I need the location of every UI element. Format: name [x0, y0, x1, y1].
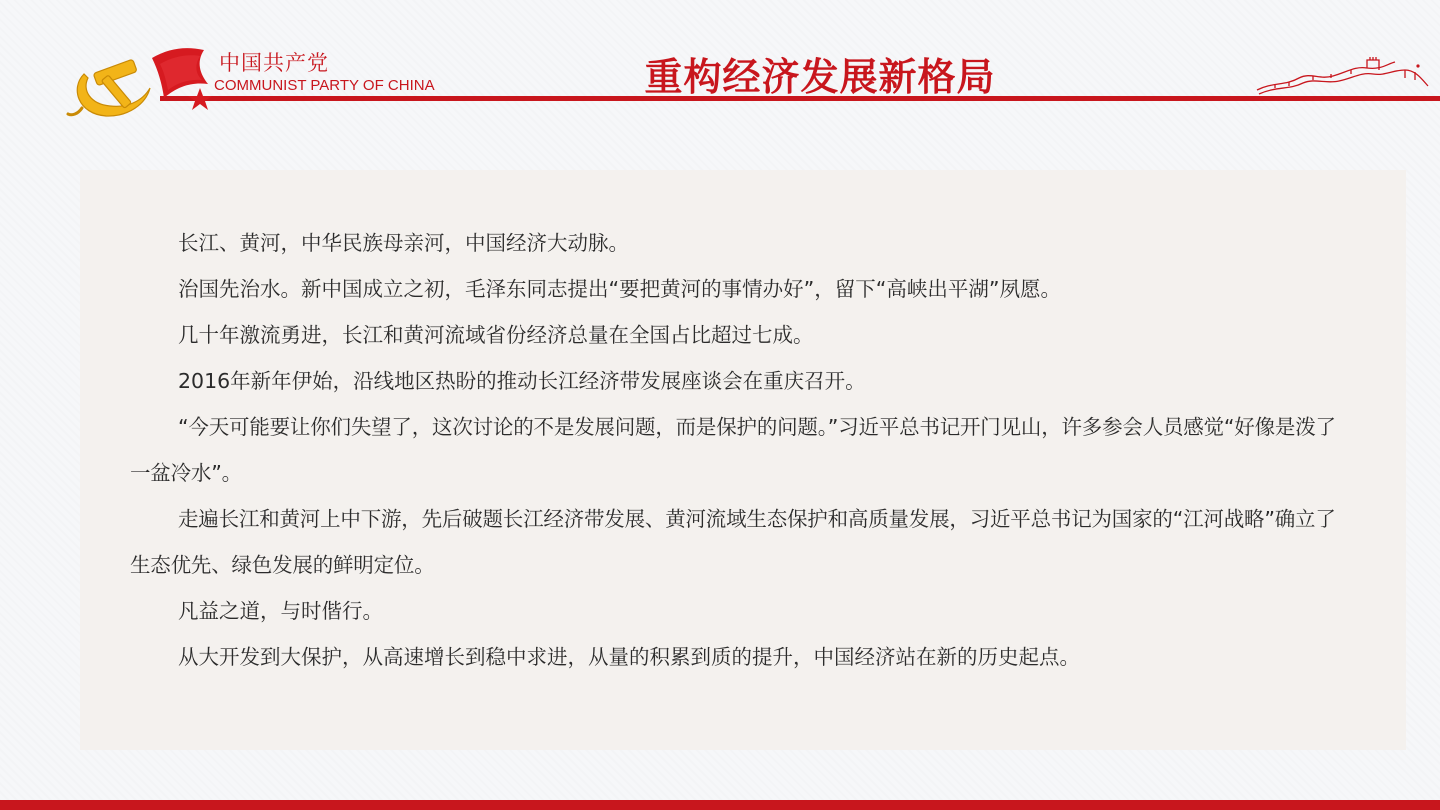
great-wall-icon [1255, 56, 1430, 96]
page-title: 重构经济发展新格局 [644, 55, 996, 99]
hammer-sickle-flag-icon [64, 44, 214, 120]
paragraph: 2016年新年伊始，沿线地区热盼的推动长江经济带发展座谈会在重庆召开。 [178, 369, 866, 393]
footer-bar [0, 800, 1440, 810]
paragraph: 治国先治水。新中国成立之初，毛泽东同志提出“要把黄河的事情办好”，留下“高峡出平湖”夙愿。 [178, 277, 1061, 301]
paragraph: 几十年激流勇进，长江和黄河流域省份经济总量在全国占比超过七成。 [178, 323, 814, 347]
paragraph: 从大开发到大保护，从高速增长到稳中求进，从量的积累到质的提升，中国经济站在新的历史起点。 [178, 645, 1080, 669]
paragraph: 凡益之道，与时偕行。 [178, 599, 383, 623]
paragraph: “今天可能要让你们失望了，这次讨论的不是发展问题，而是保护的问题。”习近平总书记开门见山，许多参会人员感觉“好像是泼了一盆冷水”。 [130, 415, 1336, 485]
brand-name-en: COMMUNIST PARTY OF CHINA [214, 77, 435, 94]
slide-header [0, 0, 1440, 120]
body-text [130, 220, 1355, 680]
paragraph: 走遍长江和黄河上中下游，先后破题长江经济带发展、黄河流域生态保护和高质量发展，习近平总书记为国家的“江河战略”确立了生态优先、绿色发展的鲜明定位。 [130, 507, 1336, 577]
brand-name-cn: 中国共产党 [219, 51, 329, 75]
paragraph: 长江、黄河，中华民族母亲河，中国经济大动脉。 [178, 231, 629, 255]
